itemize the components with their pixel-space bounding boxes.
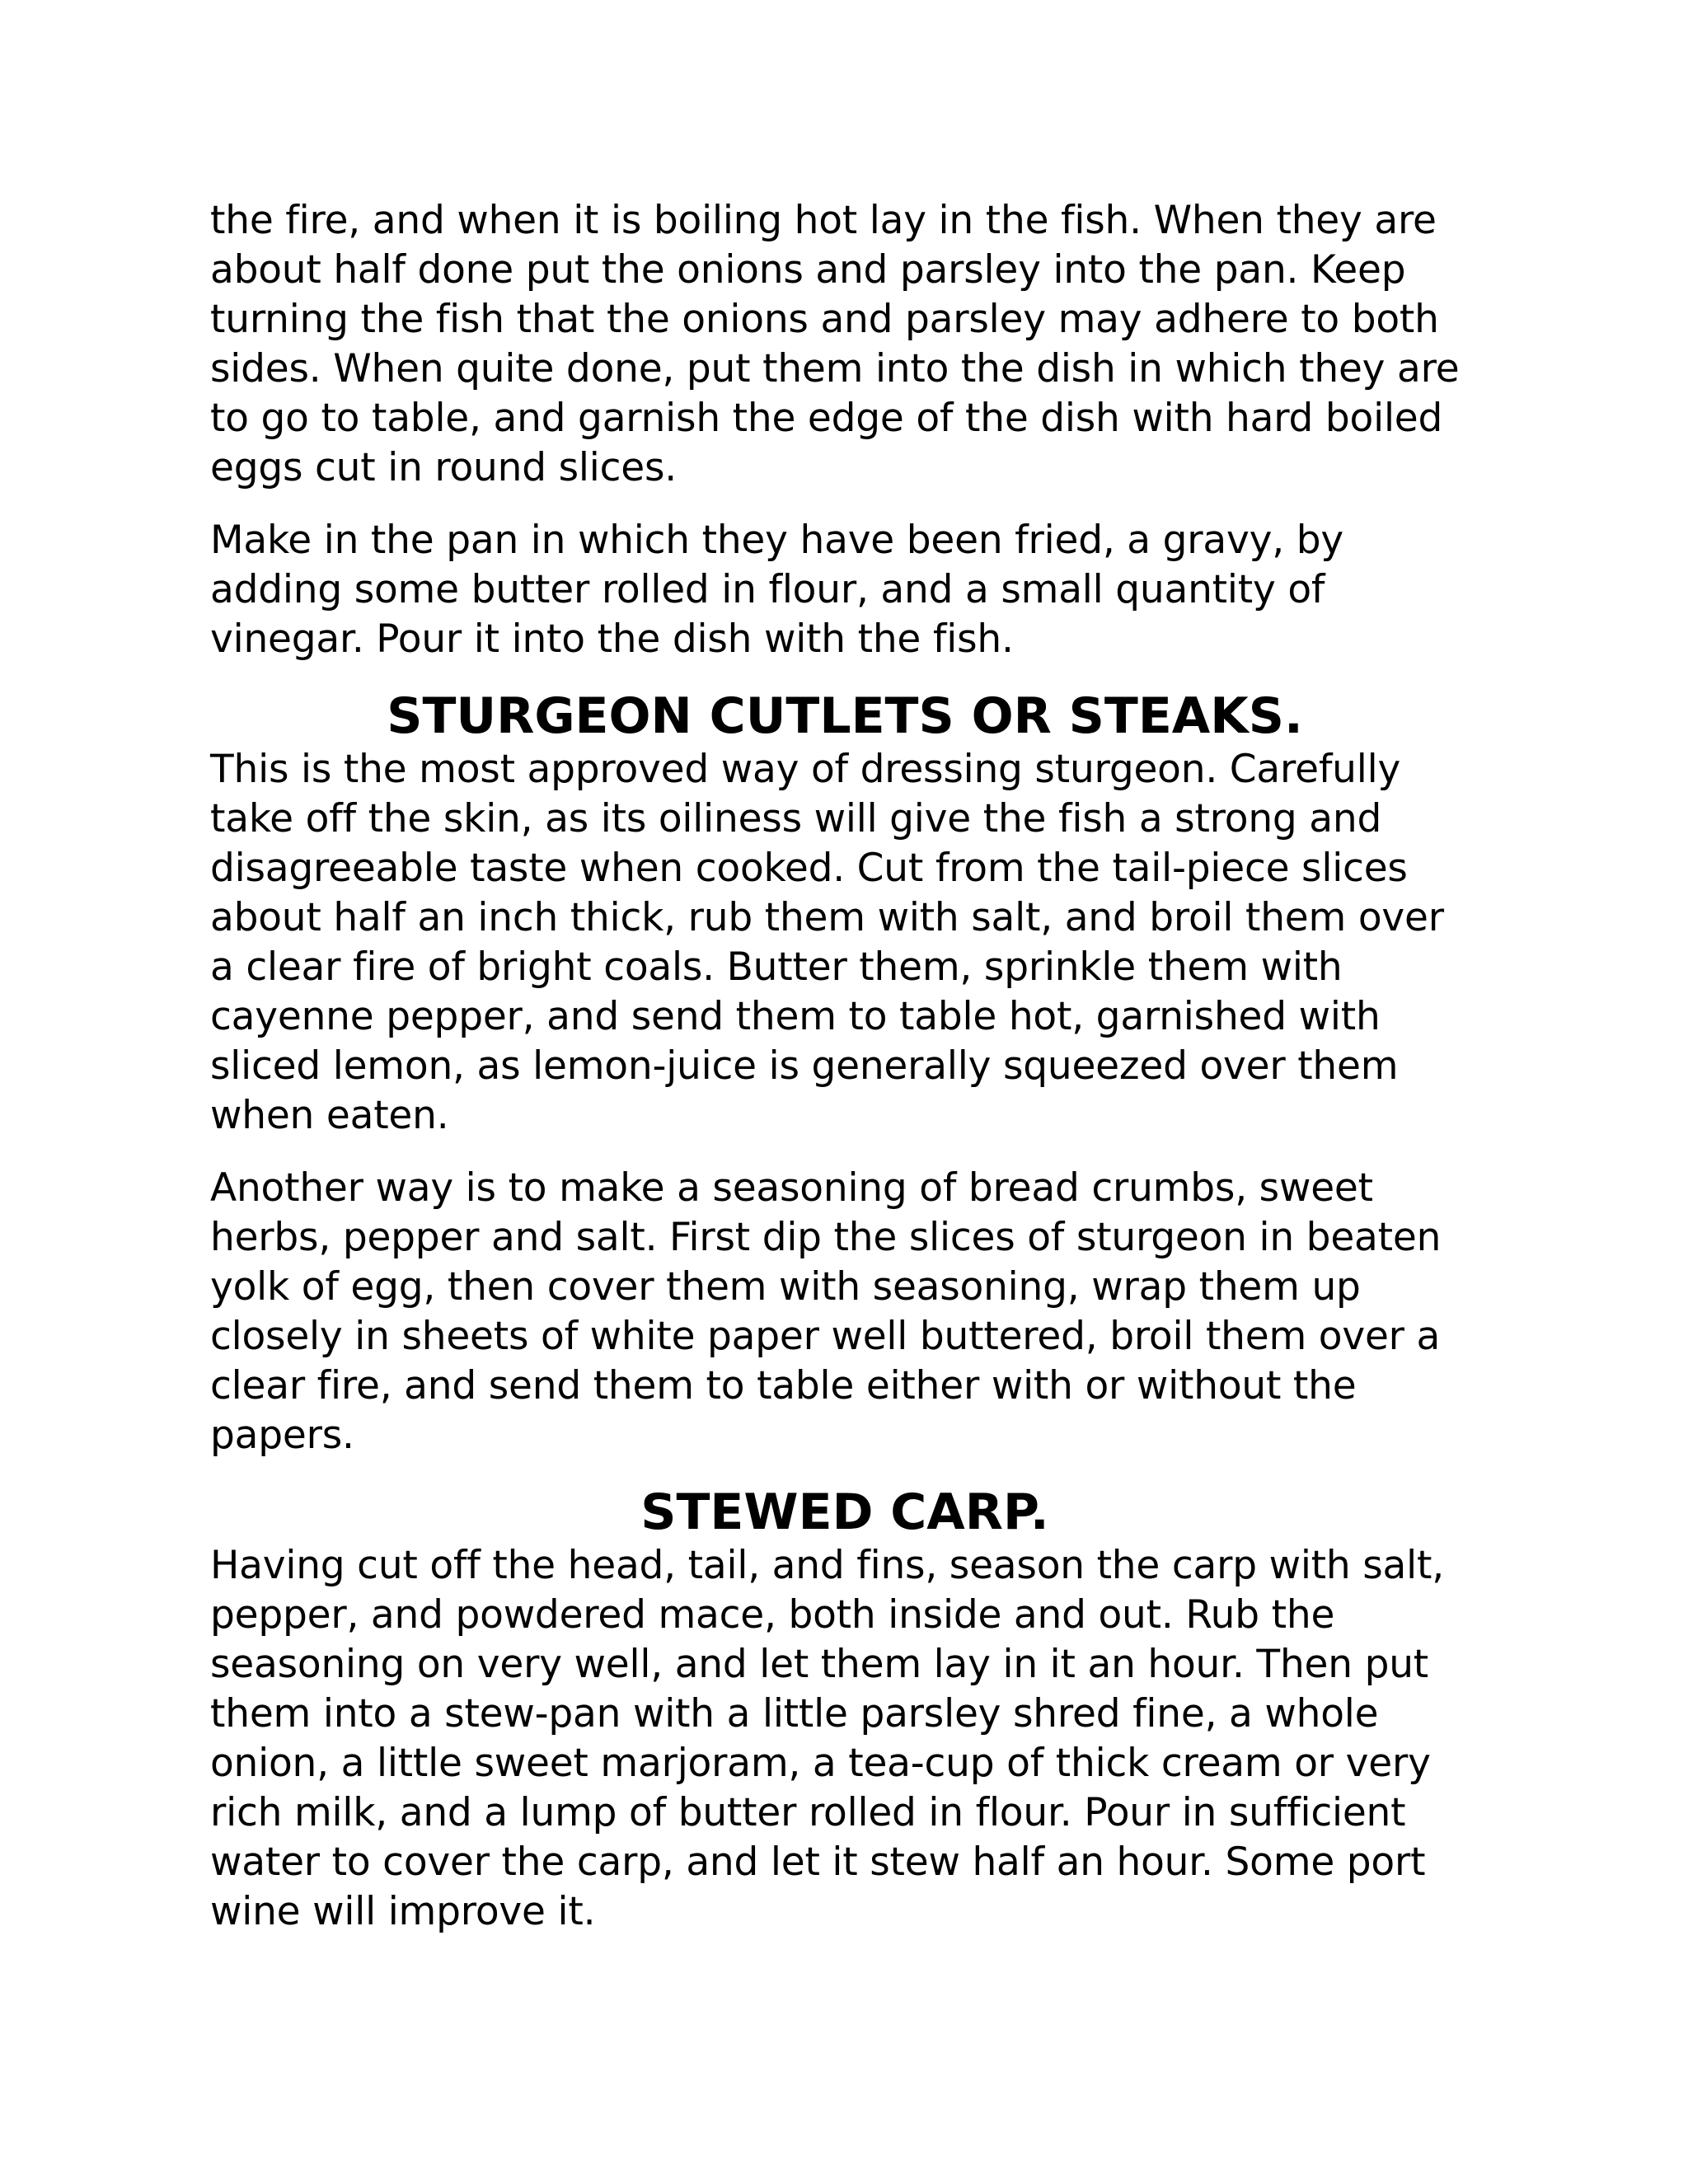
- paragraph: Another way is to make a seasoning of bread crumbs, sweet herbs, pepper and salt. First dip the slices of sturgeon in beaten yolk of egg, then cover them with seasoning, wrap them up closely in sheets of white paper well buttered, broil them over a clear fire, and send them to table either with or without the papers.: [210, 1165, 1442, 1458]
- paragraph: Having cut off the head, tail, and fins, season the carp with salt, pepper, and powdered mace, both inside and out. Rub the seasoning on very well, and let them lay in it an hour. Then put them into a stew-pan with a little parsley shred fine, a whole onion, a little sweet marjoram, a tea-cup of thick cream or very rich milk, and a lump of butter rolled in flour. Pour in sufficient water to cover the carp, and let it stew half an hour. Some port wine will improve it.: [210, 1543, 1444, 1934]
- paragraph: This is the most approved way of dressing sturgeon. Carefully take off the skin, as its oiliness will give the fish a strong and disagreeable taste when cooked. Cut from the tail-piece slices about half an inch thick, rub them with salt, and broil them over a clear fire of bright coals. Butter them, sprinkle them with cayenne pepper, and send them to table hot, garnished with sliced lemon, as lemon-juice is generally squeezed over them when eaten.: [210, 747, 1444, 1138]
- section-heading-sturgeon: STURGEON CUTLETS OR STEAKS.: [387, 687, 1303, 745]
- section-heading-stewed-carp: STEWED CARP.: [640, 1483, 1049, 1541]
- paragraph: the fire, and when it is boiling hot lay in the fish. When they are about half done put the onions and parsley into the pan. Keep turning the fish that the onions and parsley may adhere to both sides. When quite done, put them into the dish in which they are to go to table, and garnish the edge of the dish with hard boiled eggs cut in round slices.: [210, 198, 1460, 490]
- paragraph: Make in the pan in which they have been fried, a gravy, by adding some butter rolled in flour, and a small quantity of vinegar. Pour it into the dish with the fish.: [210, 518, 1343, 662]
- document-page: [210, 196, 1479, 1960]
